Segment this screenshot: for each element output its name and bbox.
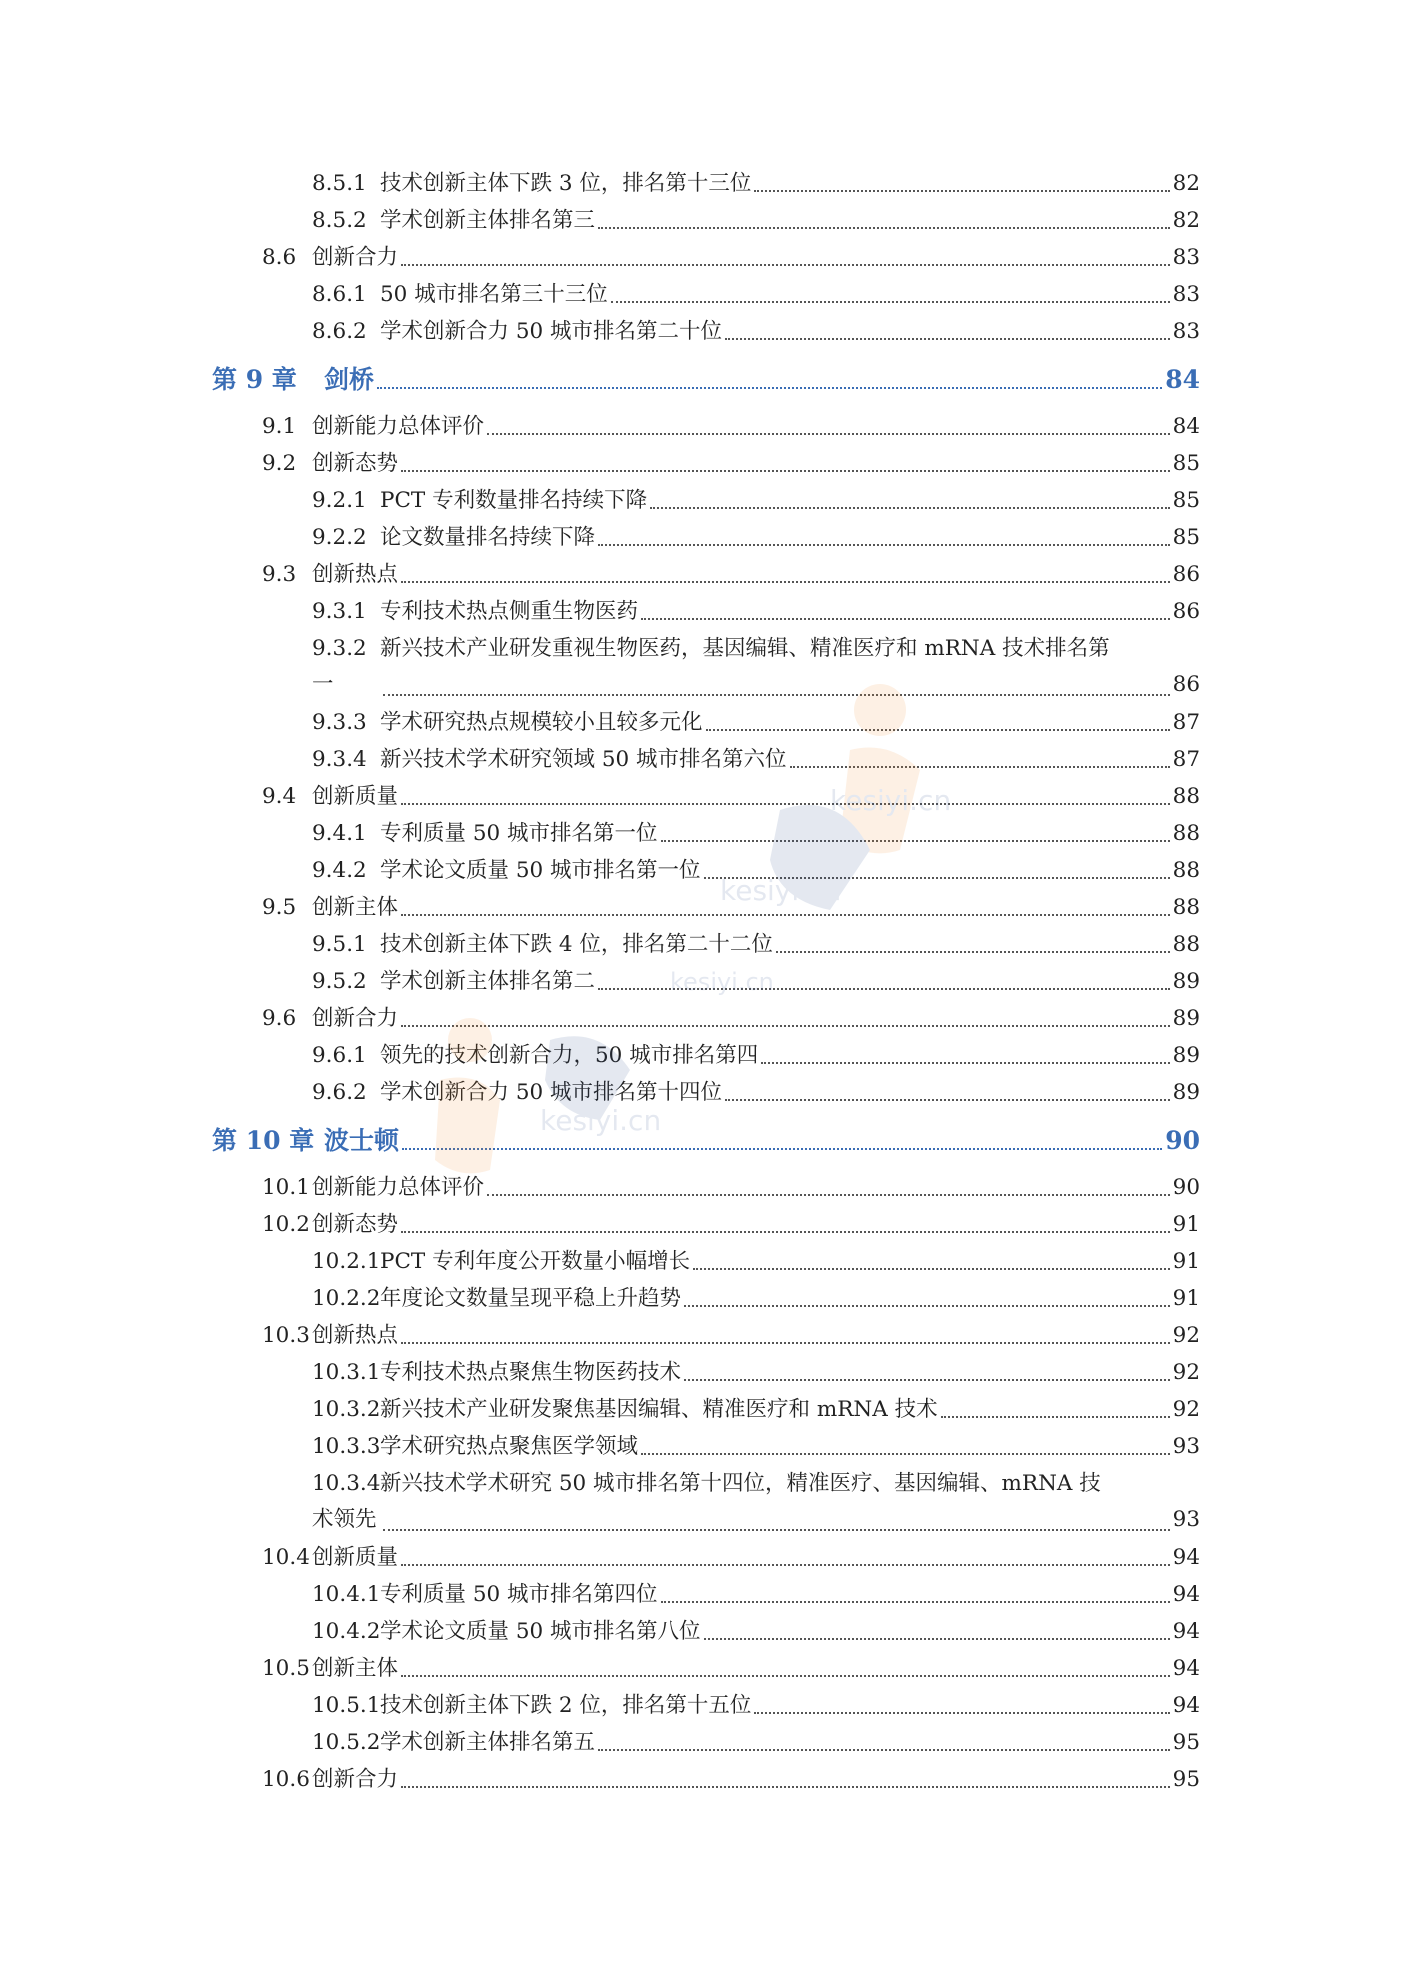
toc-entry-number: 9.3.3 bbox=[312, 710, 367, 735]
toc-entry-title: 创新主体 bbox=[312, 895, 399, 920]
toc-entry-number: 8.6.1 bbox=[312, 282, 367, 307]
toc-entry-number: 10.2.1 bbox=[312, 1249, 381, 1274]
toc-chapter-number: 第 9 章 bbox=[212, 365, 297, 394]
toc-entry-page: 83 bbox=[1172, 319, 1200, 344]
toc-entry-title: 技术创新主体下跌 2 位，排名第十五位 bbox=[380, 1693, 752, 1718]
toc-entry-number: 10.3.2 bbox=[312, 1397, 381, 1422]
dot-leader bbox=[402, 1148, 1162, 1150]
dot-leader bbox=[650, 507, 1170, 509]
dot-leader bbox=[761, 1062, 1169, 1064]
watermark-text-4: kesiyi.cn bbox=[540, 1104, 662, 1137]
toc-entry[interactable] bbox=[312, 1358, 1200, 1388]
toc-entry[interactable] bbox=[312, 486, 1200, 516]
toc-entry-title: 学术研究热点聚焦医学领域 bbox=[380, 1434, 639, 1459]
toc-entry-wrapped[interactable] bbox=[312, 1466, 1200, 1538]
toc-entry[interactable] bbox=[262, 1210, 1200, 1240]
watermark-text-2: kesiyi.cn bbox=[720, 874, 842, 907]
toc-entry-number: 9.2.1 bbox=[312, 488, 367, 513]
toc-entry[interactable] bbox=[262, 412, 1200, 442]
toc-entry[interactable] bbox=[312, 1041, 1200, 1071]
dot-leader bbox=[611, 301, 1170, 303]
toc-entry-number: 10.4.1 bbox=[312, 1582, 381, 1607]
toc-entry-page: 94 bbox=[1172, 1693, 1200, 1718]
toc-entry-number: 10.4.2 bbox=[312, 1619, 381, 1644]
toc-entry-number: 9.4 bbox=[262, 784, 297, 809]
toc-entry-title: 创新热点 bbox=[312, 562, 399, 587]
toc-entry-number: 10.5.1 bbox=[312, 1693, 381, 1718]
toc-entry[interactable] bbox=[262, 1173, 1200, 1203]
toc-entry-title: 学术创新主体排名第三 bbox=[380, 208, 596, 233]
dot-leader bbox=[776, 951, 1170, 953]
toc-entry-title: 学术研究热点规模较小且较多元化 bbox=[380, 710, 703, 735]
toc-entry[interactable] bbox=[262, 560, 1200, 590]
toc-chapter-page: 84 bbox=[1165, 365, 1200, 394]
dot-leader bbox=[754, 190, 1169, 192]
dot-leader bbox=[725, 338, 1170, 340]
dot-leader bbox=[790, 766, 1170, 768]
toc-entry-number: 10.6 bbox=[262, 1767, 310, 1792]
toc-entry-number: 8.5.1 bbox=[312, 171, 367, 196]
dot-leader bbox=[487, 1194, 1170, 1196]
toc-chapter-entry[interactable] bbox=[212, 1123, 1200, 1159]
toc-entry[interactable] bbox=[312, 930, 1200, 960]
toc-entry-title: 创新能力总体评价 bbox=[312, 414, 485, 439]
toc-entry-title: 新兴技术学术研究 50 城市排名第十四位，精准医疗、基因编辑、mRNA 技 bbox=[380, 1471, 1101, 1496]
dot-leader bbox=[706, 729, 1170, 731]
dot-leader bbox=[941, 1416, 1170, 1418]
toc-entry-page: 89 bbox=[1172, 1080, 1200, 1105]
toc-entry-title: 技术创新主体下跌 4 位，排名第二十二位 bbox=[380, 932, 773, 957]
dot-leader bbox=[693, 1268, 1170, 1270]
dot-leader bbox=[401, 1342, 1170, 1344]
toc-entry-title: 专利质量 50 城市排名第四位 bbox=[380, 1582, 658, 1607]
toc-entry-title-continuation: 术领先 bbox=[312, 1507, 377, 1532]
toc-entry-page: 88 bbox=[1172, 932, 1200, 957]
toc-entry[interactable] bbox=[262, 1004, 1200, 1034]
toc-entry[interactable] bbox=[312, 745, 1200, 775]
toc-entry[interactable] bbox=[312, 1580, 1200, 1610]
toc-entry-page: 88 bbox=[1172, 895, 1200, 920]
toc-entry-page: 89 bbox=[1172, 1006, 1200, 1031]
toc-entry-number: 9.1 bbox=[262, 414, 297, 439]
dot-leader bbox=[401, 1675, 1170, 1677]
toc-entry-number: 10.2.2 bbox=[312, 1286, 381, 1311]
toc-entry-number: 9.4.1 bbox=[312, 821, 367, 846]
dot-leader bbox=[401, 264, 1170, 266]
dot-leader bbox=[401, 914, 1170, 916]
dot-leader bbox=[641, 618, 1170, 620]
toc-entry-number: 9.5 bbox=[262, 895, 297, 920]
dot-leader bbox=[401, 1025, 1170, 1027]
dot-leader bbox=[598, 1749, 1170, 1751]
toc-entry[interactable] bbox=[312, 280, 1200, 310]
toc-entry[interactable] bbox=[312, 1247, 1200, 1277]
toc-entry-number: 9.3 bbox=[262, 562, 297, 587]
toc-entry[interactable] bbox=[262, 449, 1200, 479]
toc-entry-number: 9.2.2 bbox=[312, 525, 367, 550]
toc-entry-number: 10.3.1 bbox=[312, 1360, 381, 1385]
toc-entry[interactable] bbox=[312, 1617, 1200, 1647]
toc-entry[interactable] bbox=[312, 856, 1200, 886]
toc-entry-page: 86 bbox=[1172, 672, 1200, 697]
toc-entry-number: 10.5 bbox=[262, 1656, 310, 1681]
toc-entry-title: 新兴技术产业研发聚焦基因编辑、精准医疗和 mRNA 技术 bbox=[380, 1397, 938, 1422]
toc-entry[interactable] bbox=[262, 1765, 1200, 1795]
dot-leader bbox=[401, 803, 1170, 805]
toc-entry-title-continuation: 一 bbox=[312, 672, 334, 697]
toc-entry-page: 95 bbox=[1172, 1730, 1200, 1755]
toc-entry-number: 9.6 bbox=[262, 1006, 297, 1031]
dot-leader bbox=[704, 877, 1170, 879]
toc-entry-page: 88 bbox=[1172, 821, 1200, 846]
dot-leader bbox=[377, 387, 1162, 389]
toc-entry-title: 专利质量 50 城市排名第一位 bbox=[380, 821, 658, 846]
toc-entry-title: 领先的技术创新合力，50 城市排名第四 bbox=[380, 1043, 759, 1068]
toc-entry-page: 86 bbox=[1172, 562, 1200, 587]
toc-entry-page: 87 bbox=[1172, 710, 1200, 735]
toc-entry[interactable] bbox=[312, 819, 1200, 849]
toc-entry-title: 新兴技术学术研究领域 50 城市排名第六位 bbox=[380, 747, 787, 772]
dot-leader bbox=[725, 1099, 1170, 1101]
dot-leader bbox=[684, 1305, 1170, 1307]
toc-entry-page: 87 bbox=[1172, 747, 1200, 772]
dot-leader bbox=[598, 988, 1170, 990]
toc-entry[interactable] bbox=[312, 317, 1200, 347]
toc-entry[interactable] bbox=[312, 523, 1200, 553]
dot-leader bbox=[401, 470, 1170, 472]
toc-chapter-page: 90 bbox=[1165, 1126, 1200, 1155]
toc-entry-page: 85 bbox=[1172, 451, 1200, 476]
toc-entry-title: 创新质量 bbox=[312, 784, 399, 809]
dot-leader bbox=[598, 227, 1170, 229]
toc-entry[interactable] bbox=[312, 1078, 1200, 1108]
toc-entry-number: 10.3.4 bbox=[312, 1471, 381, 1496]
toc-entry-page: 88 bbox=[1172, 784, 1200, 809]
toc-entry-page: 92 bbox=[1172, 1323, 1200, 1348]
toc-entry[interactable] bbox=[312, 597, 1200, 627]
toc-entry-page: 88 bbox=[1172, 858, 1200, 883]
toc-entry-title: 创新合力 bbox=[312, 1767, 399, 1792]
toc-entry-number: 10.1 bbox=[262, 1175, 310, 1200]
toc-entry-page: 95 bbox=[1172, 1767, 1200, 1792]
toc-entry-wrapped[interactable] bbox=[312, 631, 1200, 703]
toc-entry-page: 85 bbox=[1172, 488, 1200, 513]
toc-entry-number: 9.6.2 bbox=[312, 1080, 367, 1105]
toc-entry-title: 创新能力总体评价 bbox=[312, 1175, 485, 1200]
toc-entry-page: 93 bbox=[1172, 1434, 1200, 1459]
toc-entry-page: 82 bbox=[1172, 208, 1200, 233]
toc-entry-page: 83 bbox=[1172, 282, 1200, 307]
toc-entry-number: 8.5.2 bbox=[312, 208, 367, 233]
toc-entry-title: 论文数量排名持续下降 bbox=[380, 525, 596, 550]
toc-entry-number: 9.5.2 bbox=[312, 969, 367, 994]
toc-entry[interactable] bbox=[262, 1543, 1200, 1573]
toc-entry-page: 89 bbox=[1172, 969, 1200, 994]
toc-entry-number: 8.6.2 bbox=[312, 319, 367, 344]
toc-entry[interactable] bbox=[262, 243, 1200, 273]
dot-leader bbox=[641, 1453, 1170, 1455]
toc-entry-title: 创新质量 bbox=[312, 1545, 399, 1570]
toc-entry-page: 91 bbox=[1172, 1286, 1200, 1311]
watermark-text-3: kesiyi.cn bbox=[670, 968, 774, 996]
dot-leader bbox=[401, 1231, 1170, 1233]
toc-entry-number: 8.6 bbox=[262, 245, 297, 270]
toc-entry[interactable] bbox=[312, 1691, 1200, 1721]
toc-entry[interactable] bbox=[312, 967, 1200, 997]
toc-entry-number: 9.3.1 bbox=[312, 599, 367, 624]
toc-entry-number: 9.2 bbox=[262, 451, 297, 476]
toc-entry[interactable] bbox=[312, 1432, 1200, 1462]
dot-leader bbox=[401, 1564, 1170, 1566]
toc-entry-title: 学术创新主体排名第五 bbox=[380, 1730, 596, 1755]
toc-entry[interactable] bbox=[312, 1728, 1200, 1758]
toc-entry-title: 技术创新主体下跌 3 位，排名第十三位 bbox=[380, 171, 752, 196]
toc-entry-page: 94 bbox=[1172, 1619, 1200, 1644]
toc-entry-page: 89 bbox=[1172, 1043, 1200, 1068]
toc-entry-title: PCT 专利年度公开数量小幅增长 bbox=[380, 1249, 691, 1274]
toc-entry-page: 94 bbox=[1172, 1656, 1200, 1681]
toc-entry[interactable] bbox=[312, 206, 1200, 236]
toc-entry-number: 10.4 bbox=[262, 1545, 310, 1570]
toc-entry-page: 94 bbox=[1172, 1582, 1200, 1607]
dot-leader bbox=[704, 1638, 1170, 1640]
toc-chapter-number: 第 10 章 bbox=[212, 1126, 315, 1155]
dot-leader bbox=[383, 694, 1170, 696]
toc-entry-title: 创新合力 bbox=[312, 1006, 399, 1031]
toc-entry-title: PCT 专利数量排名持续下降 bbox=[380, 488, 648, 513]
toc-entry-title: 学术论文质量 50 城市排名第一位 bbox=[380, 858, 701, 883]
toc-entry-page: 91 bbox=[1172, 1212, 1200, 1237]
toc-entry[interactable] bbox=[262, 1654, 1200, 1684]
dot-leader bbox=[383, 1529, 1170, 1531]
toc-entry-number: 10.5.2 bbox=[312, 1730, 381, 1755]
dot-leader bbox=[487, 433, 1170, 435]
toc-entry-title: 50 城市排名第三十三位 bbox=[380, 282, 608, 307]
toc-entry-page: 83 bbox=[1172, 245, 1200, 270]
toc-entry-page: 84 bbox=[1172, 414, 1200, 439]
toc-entry-page: 82 bbox=[1172, 171, 1200, 196]
dot-leader bbox=[684, 1379, 1170, 1381]
toc-entry-page: 92 bbox=[1172, 1360, 1200, 1385]
toc-chapter-title: 剑桥 bbox=[324, 365, 375, 394]
toc-entry-number: 9.4.2 bbox=[312, 858, 367, 883]
toc-entry-page: 91 bbox=[1172, 1249, 1200, 1274]
dot-leader bbox=[401, 581, 1170, 583]
toc-entry-page: 93 bbox=[1172, 1507, 1200, 1532]
dot-leader bbox=[598, 544, 1170, 546]
toc-entry[interactable] bbox=[312, 1284, 1200, 1314]
toc-entry-page: 92 bbox=[1172, 1397, 1200, 1422]
toc-entry-title: 年度论文数量呈现平稳上升趋势 bbox=[380, 1286, 682, 1311]
toc-entry-number: 10.3 bbox=[262, 1323, 310, 1348]
dot-leader bbox=[661, 1601, 1170, 1603]
dot-leader bbox=[401, 1786, 1170, 1788]
toc-entry-title: 学术创新合力 50 城市排名第二十位 bbox=[380, 319, 723, 344]
toc-entry-number: 9.3.2 bbox=[312, 636, 367, 661]
toc-chapter-title: 波士顿 bbox=[324, 1126, 400, 1155]
toc-entry-title: 学术创新主体排名第二 bbox=[380, 969, 596, 994]
dot-leader bbox=[661, 840, 1170, 842]
toc-entry-number: 9.6.1 bbox=[312, 1043, 367, 1068]
toc-entry-number: 9.3.4 bbox=[312, 747, 367, 772]
toc-entry-page: 86 bbox=[1172, 599, 1200, 624]
toc-entry-title: 创新主体 bbox=[312, 1656, 399, 1681]
toc-entry[interactable] bbox=[262, 782, 1200, 812]
toc-entry[interactable] bbox=[312, 169, 1200, 199]
toc-entry-title: 新兴技术产业研发重视生物医药，基因编辑、精准医疗和 mRNA 技术排名第 bbox=[380, 636, 1110, 661]
dot-leader bbox=[754, 1712, 1169, 1714]
toc-entry[interactable] bbox=[312, 1395, 1200, 1425]
toc-entry[interactable] bbox=[312, 708, 1200, 738]
toc-entry-title: 创新热点 bbox=[312, 1323, 399, 1348]
toc-entry-page: 90 bbox=[1172, 1175, 1200, 1200]
toc-entry-title: 专利技术热点聚焦生物医药技术 bbox=[380, 1360, 682, 1385]
toc-entry-title: 学术论文质量 50 城市排名第八位 bbox=[380, 1619, 701, 1644]
watermark-text-1: kesiyi.cn bbox=[830, 784, 952, 817]
toc-chapter-entry[interactable] bbox=[212, 362, 1200, 398]
toc-entry-title: 创新态势 bbox=[312, 451, 399, 476]
toc-entry-number: 10.3.3 bbox=[312, 1434, 381, 1459]
toc-entry-number: 9.5.1 bbox=[312, 932, 367, 957]
toc-entry[interactable] bbox=[262, 1321, 1200, 1351]
toc-entry-title: 学术创新合力 50 城市排名第十四位 bbox=[380, 1080, 723, 1105]
toc-entry-title: 创新合力 bbox=[312, 245, 399, 270]
toc-entry-number: 10.2 bbox=[262, 1212, 310, 1237]
toc-entry-page: 94 bbox=[1172, 1545, 1200, 1570]
toc-entry-page: 85 bbox=[1172, 525, 1200, 550]
toc-entry-title: 专利技术热点侧重生物医药 bbox=[380, 599, 639, 624]
toc-entry[interactable] bbox=[262, 893, 1200, 923]
toc-entry-title: 创新态势 bbox=[312, 1212, 399, 1237]
